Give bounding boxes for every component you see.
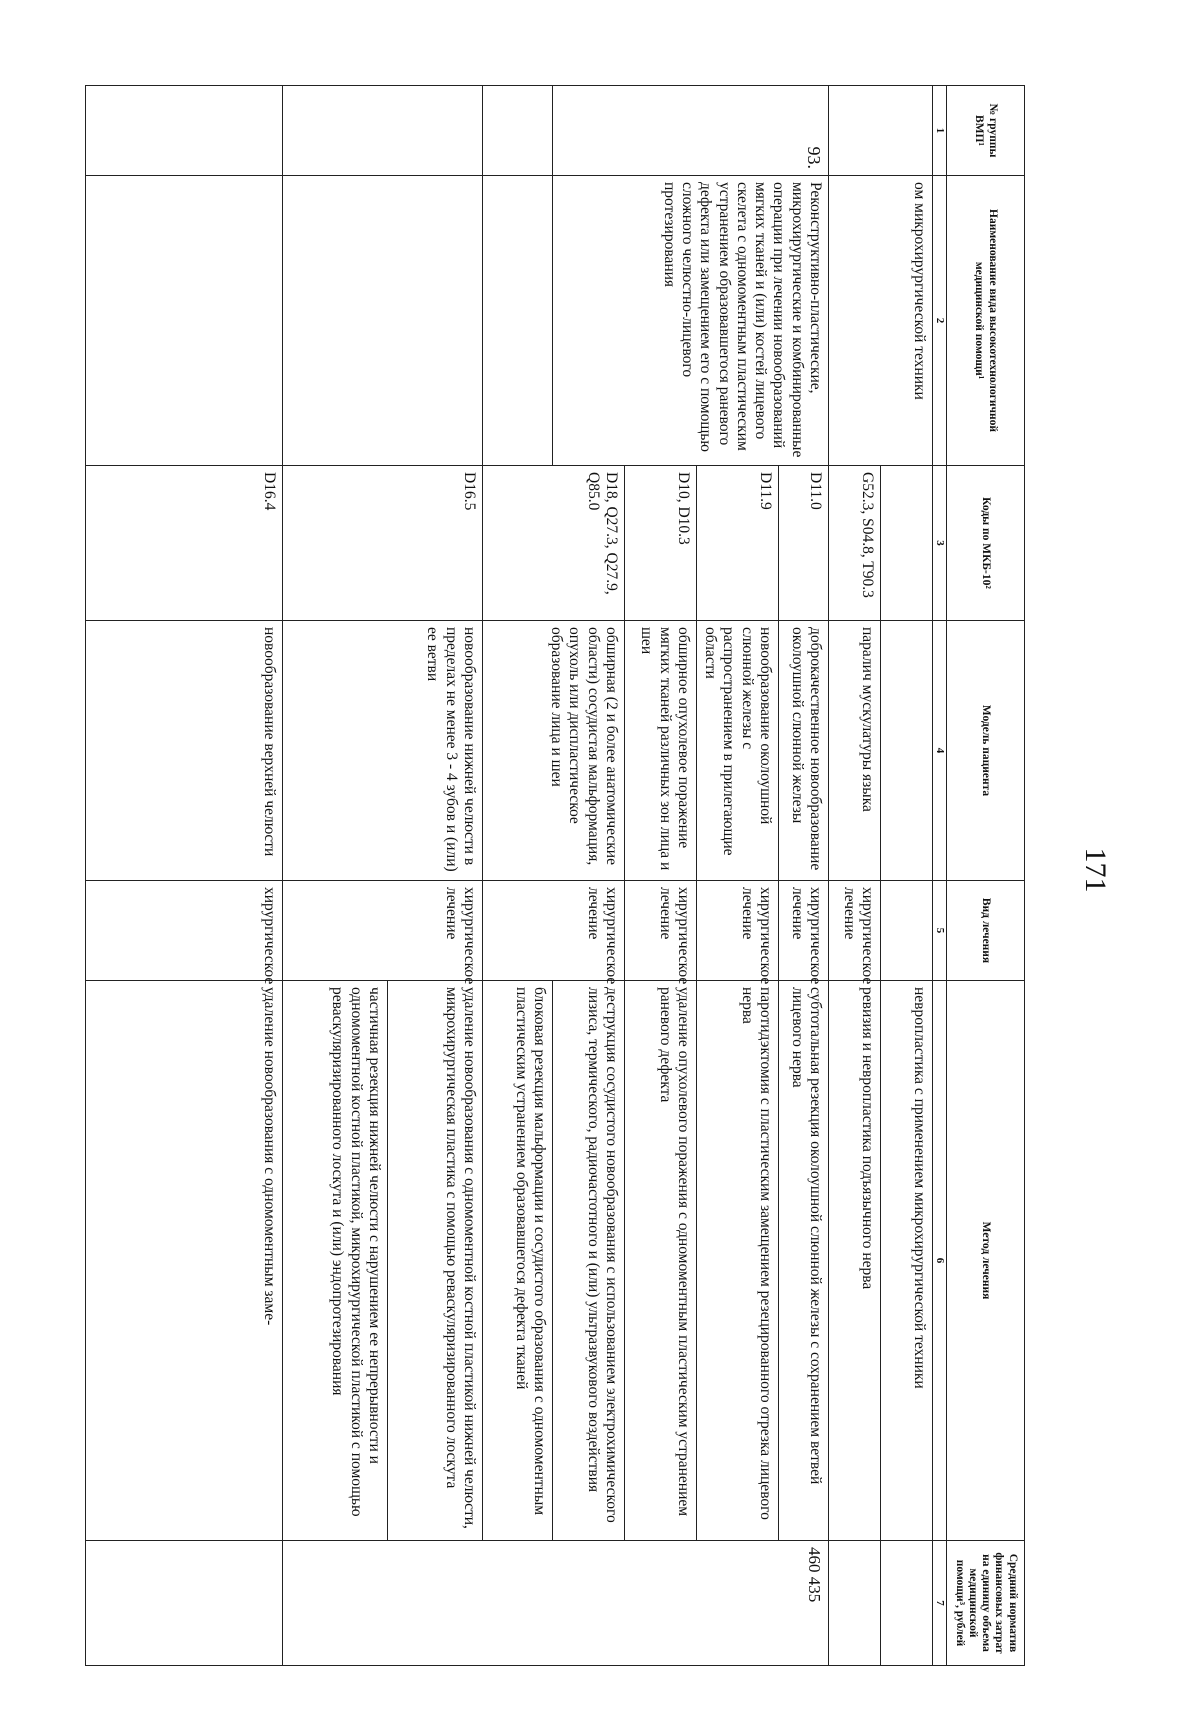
treatment-cell: хирургическое лечение (482, 881, 624, 981)
method-cell: ревизия и невропластика подъязычного нерва (829, 981, 881, 1541)
column-number: 6 (933, 981, 947, 1541)
model-cell: обширная (2 и более анатомические области) сосудистая мальформация, опухоль или диспластическое образование лица и шеи (482, 621, 624, 881)
group-cell (282, 86, 482, 176)
treatment-cell: хирургическое лечение (779, 881, 829, 981)
header-codes: Коды по МКБ-10² (947, 466, 1025, 621)
table-row (881, 86, 933, 1666)
treatment-cell: хирургическое лечение (696, 881, 778, 981)
model-cell: новообразование околоушной слюнной железы с распространением в прилегающие области (696, 621, 778, 881)
header-group: № группы ВМП¹ (947, 86, 1025, 176)
header-price: Средний норматив финансовых затрат на единицу объема медицинской помощи³, рублей (947, 1541, 1025, 1666)
method-cell: субтотальная резекция околоушной слюнной железы с сохранением ветвей лицевого нерва (779, 981, 829, 1541)
price-cell (86, 1541, 283, 1666)
model-cell: обширное опухолевое поражение мягких тканей различных зон лица и шеи (624, 621, 696, 881)
header-treatment: Вид лечения (947, 881, 1025, 981)
header-model: Модель пациента (947, 621, 1025, 881)
column-number: 5 (933, 881, 947, 981)
method-cell: деструкция сосудистого новообразования с использованием электрохимического лизиса, термического, радиочастотного и (или) ультразвукового воздействия (552, 981, 624, 1541)
codes-cell: D18, Q27.3, Q27.9, Q85.0 (482, 466, 624, 621)
treatment-cell: хирургическое лечение (282, 881, 482, 981)
treatment-cell: хирургическое лечение (624, 881, 696, 981)
column-number-row (933, 86, 947, 1666)
codes-cell: D10, D10.3 (624, 466, 696, 621)
codes-cell (881, 466, 933, 621)
column-number: 3 (933, 466, 947, 621)
group-cell: 93. (552, 86, 828, 176)
vmp-name-cell (86, 176, 283, 466)
table-row (779, 86, 829, 1666)
codes-cell: D16.4 (86, 466, 283, 621)
method-cell: удаление опухолевого поражения с одномоментным пластическим устранением раневого дефекта (624, 981, 696, 1541)
codes-cell: D11.0 (779, 466, 829, 621)
column-number: 2 (933, 176, 947, 466)
table-row (86, 86, 283, 1666)
model-cell: паралич мускулатуры языка (829, 621, 881, 881)
rotated-table-wrapper (85, 85, 1025, 1665)
codes-cell: G52.3, S04.8, T90.3 (829, 466, 881, 621)
group-cell (829, 86, 933, 176)
method-cell: паротидэктомия с пластическим замещением резецированного отрезка лицевого нерва (696, 981, 778, 1541)
method-cell: невропластика с применением микрохирургической техники (881, 981, 933, 1541)
treatment-cell: хирургическое (86, 881, 283, 981)
header-row (947, 86, 1025, 1666)
price-cell (829, 1541, 881, 1666)
vmp-name-cell (282, 176, 482, 466)
model-cell (881, 621, 933, 881)
header-name: Наименование вида высокотехнологичной медицинской помощи¹ (947, 176, 1025, 466)
codes-cell: D11.9 (696, 466, 778, 621)
table-row (387, 86, 482, 1666)
treatment-cell (881, 881, 933, 981)
method-cell: удаление новообразования с одномоментным заме- (86, 981, 283, 1541)
method-cell: блоковая резекция мальформации и сосудистого образования с одномоментным пластическим устранением образовавшегося дефекта тканей (482, 981, 552, 1541)
column-number: 7 (933, 1541, 947, 1666)
model-cell: доброкачественное новообразование околоушной слюнной железы (779, 621, 829, 881)
group-cell (482, 86, 552, 176)
group-cell (86, 86, 283, 176)
page-number: 171 (1079, 847, 1112, 893)
codes-cell: D16.5 (282, 466, 482, 621)
vmp-name-cell (482, 176, 552, 466)
model-cell: новообразование верхней челюсти (86, 621, 283, 881)
method-cell: удаление новообразования с одномоментной костной пластикой нижней челюсти, микрохирургическая пластика с помощью реваскуляризированного лоскута (387, 981, 482, 1541)
column-number: 4 (933, 621, 947, 881)
column-number: 1 (933, 86, 947, 176)
vmp-table (85, 85, 1025, 1666)
model-cell: новообразование нижней челюсти в пределах не менее 3 - 4 зубов и (или) ее ветви (282, 621, 482, 881)
price-cell (881, 1541, 933, 1666)
treatment-cell: хирургическое лечение (829, 881, 881, 981)
vmp-name-cell: Реконструктивно-пластические, микрохирургические и комбинированные операции при лечении новообразований мягких тканей и (или) костей лицевого скелета с одномоментным пластическим устранением образовавшегося раневого дефекта или замещением его с помощью сложного челюстно-лицевого протезирования (552, 176, 828, 466)
vmp-name-cell: ом микрохирургической техники (829, 176, 933, 466)
header-method: Метод лечения (947, 981, 1025, 1541)
price-cell: 460 435 (282, 1541, 828, 1666)
method-cell: частичная резекция нижней челюсти с нарушением ее непрерывности и одномоментной костной пластикой, микрохирургической пластикой с помощью реваскуляризированного лоскута и (или) эндопротезирования (282, 981, 387, 1541)
